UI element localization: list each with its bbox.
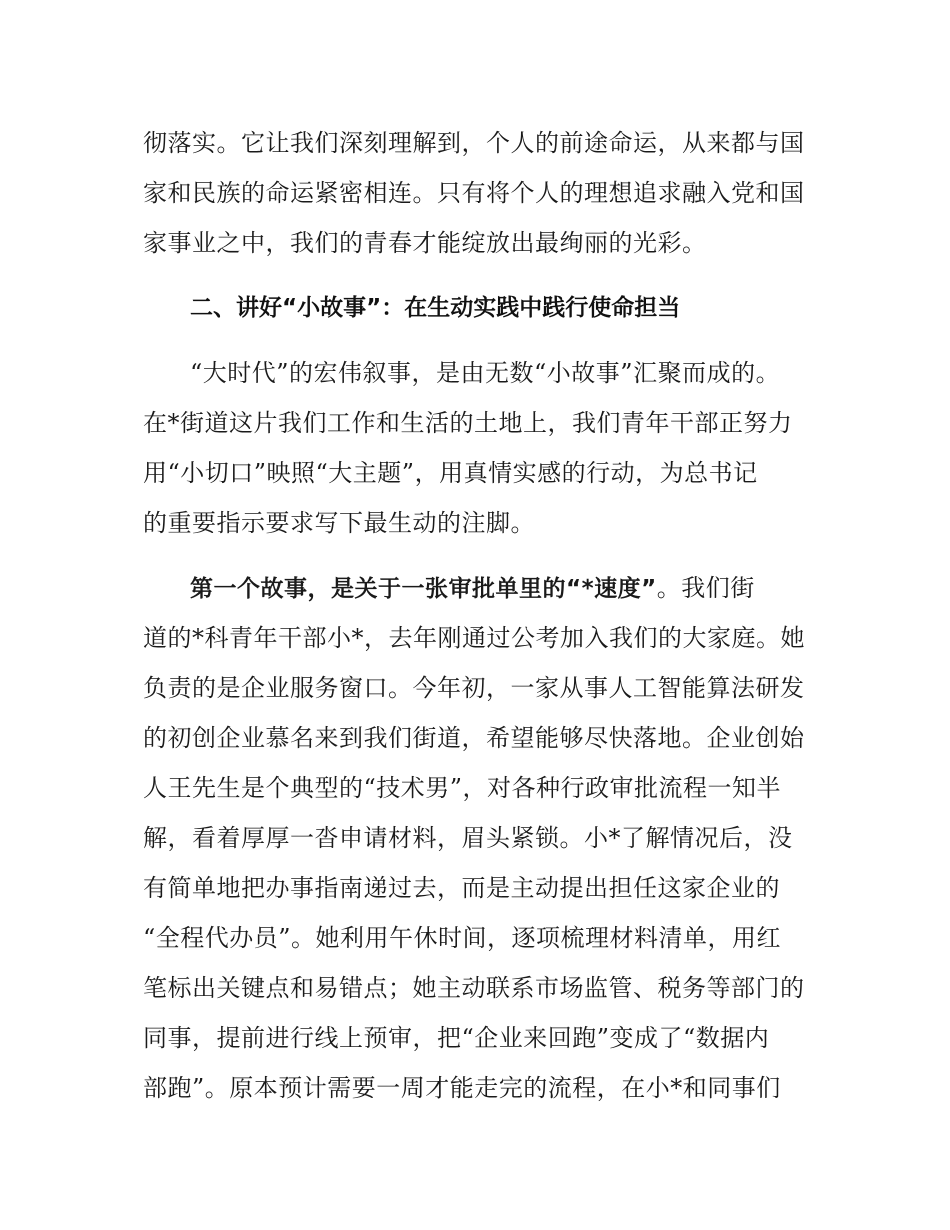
paragraph-3-line-11: 部跑”。原本预计需要一周才能走完的流程，在小*和同事们	[143, 1074, 781, 1102]
paragraph-2-line-2: 在*街道这片我们工作和生活的土地上，我们青年干部正努力	[143, 409, 793, 437]
story-lead-rest: 。我们街	[656, 574, 755, 602]
section-heading: 二、讲好“小故事”：在生动实践中践行使命担当	[190, 295, 681, 321]
paragraph-1-line-1: 彻落实。它让我们深刻理解到，个人的前途命运，从来都与国	[143, 129, 805, 157]
paragraph-3-line-3: 负责的是企业服务窗口。今年初，一家从事人工智能算法研发	[143, 674, 805, 702]
paragraph-2-line-3: 用“小切口”映照“大主题”，用真情实感的行动，为总书记	[143, 459, 758, 487]
paragraph-3-line-6: 解，看着厚厚一沓申请材料，眉头紧锁。小*了解情况后，没	[143, 824, 793, 852]
story-lead-bold: 第一个故事，是关于一张审批单里的“*速度”	[190, 576, 657, 602]
paragraph-3-line-4: 的初创企业慕名来到我们街道，希望能够尽快落地。企业创始	[143, 724, 805, 752]
paragraph-1-line-3: 家事业之中，我们的青春才能绽放出最绚丽的光彩。	[143, 229, 707, 257]
paragraph-3-line-10: 同事，提前进行线上预审，把“企业来回跑”变成了“数据内	[143, 1024, 770, 1052]
paragraph-3-line-8: “全程代办员”。她利用午休时间，逐项梳理材料清单，用红	[143, 924, 782, 952]
paragraph-2-line-4: 的重要指示要求写下最生动的注脚。	[143, 509, 535, 537]
paragraph-1-line-2: 家和民族的命运紧密相连。只有将个人的理想追求融入党和国	[143, 179, 805, 207]
paragraph-3-line-5: 人王先生是个典型的“技术男”，对各种行政审批流程一知半	[143, 774, 782, 802]
paragraph-3-line-1	[190, 571, 830, 605]
paragraph-3-line-7: 有简单地把办事指南递过去，而是主动提出担任这家企业的	[143, 874, 780, 902]
paragraph-3-line-2: 道的*科青年干部小*，去年刚通过公考加入我们的大家庭。她	[143, 624, 805, 652]
paragraph-2-line-1: “大时代”的宏伟叙事，是由无数“小故事”汇聚而成的。	[190, 359, 781, 387]
paragraph-3-line-9: 笔标出关键点和易错点；她主动联系市场监管、税务等部门的	[143, 974, 805, 1002]
